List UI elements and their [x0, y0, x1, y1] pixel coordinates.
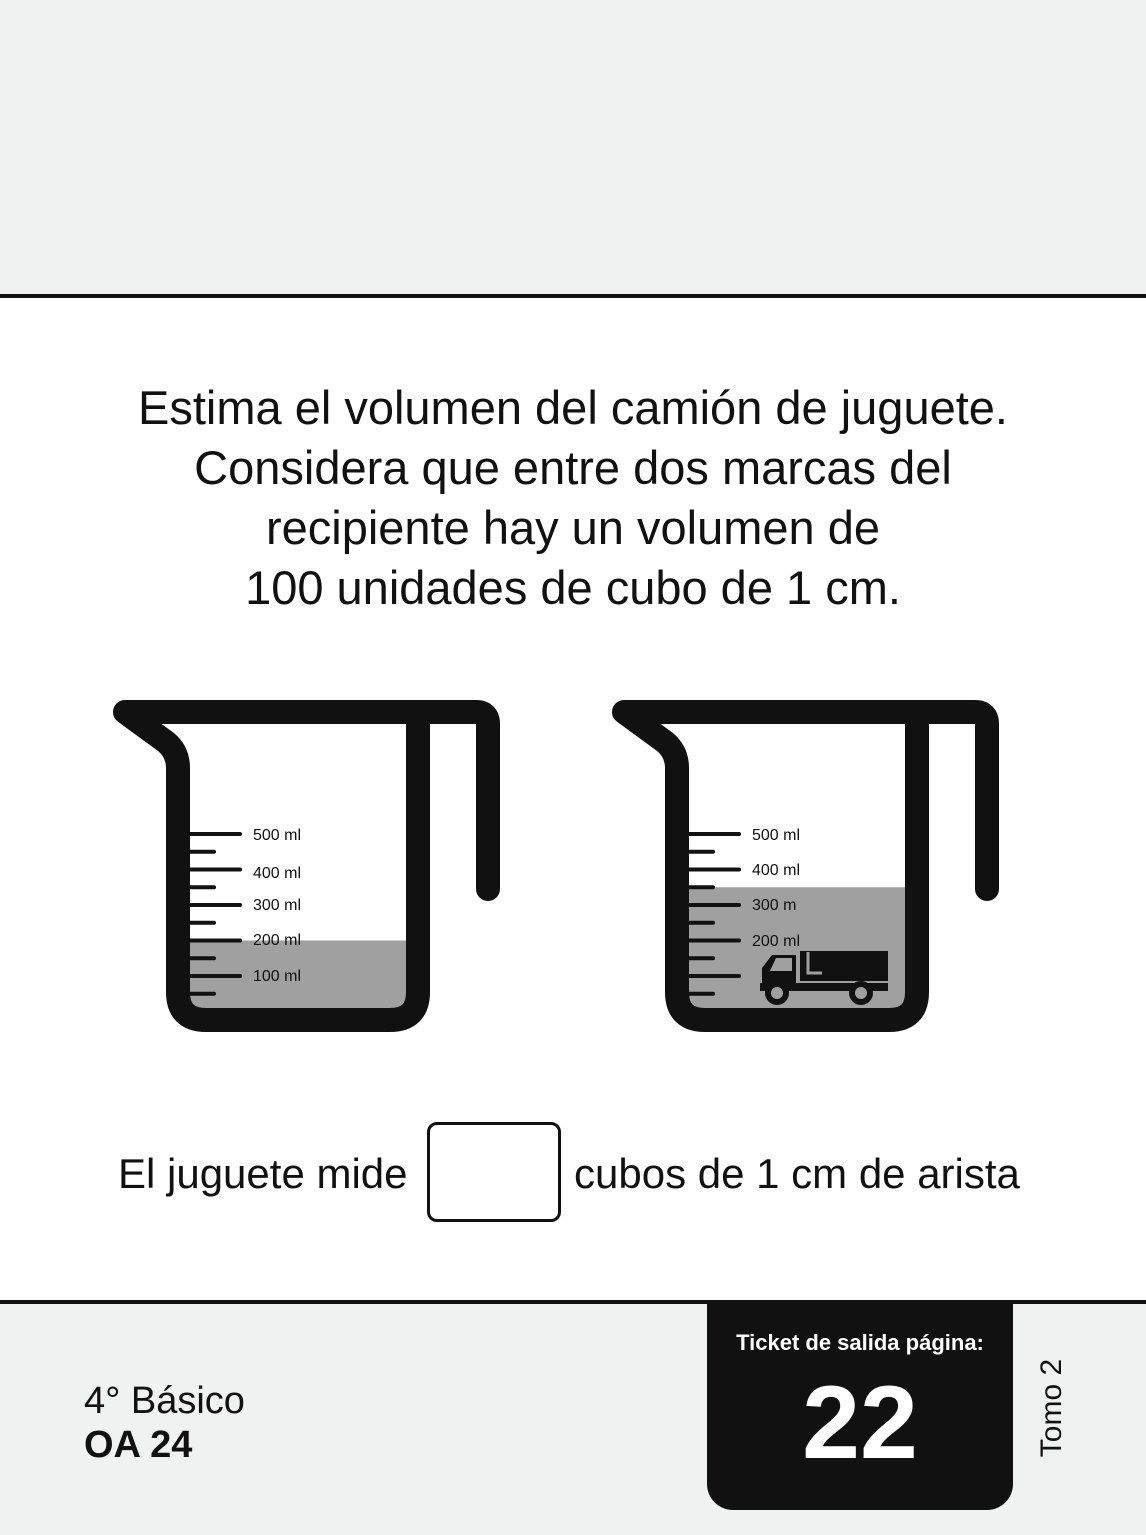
ticket-badge — [707, 1302, 1013, 1510]
question-line-1: Estima el volumen del camión de juguete. — [138, 381, 1008, 434]
grade-label: 4° Básico — [84, 1380, 245, 1422]
tomo-label: Tomo 2 — [1035, 1358, 1068, 1458]
question-text — [40, 378, 1106, 618]
ticket-label: Ticket de salida página: — [736, 1330, 984, 1355]
question-line-3: recipiente hay un volumen de — [265, 501, 880, 554]
jug-1-mark-300: 300 ml — [253, 897, 302, 914]
jug-1-mark-500: 500 ml — [253, 827, 302, 844]
ticket-page-number: 22 — [802, 1365, 918, 1481]
jug-1-mark-400: 400 ml — [253, 865, 302, 882]
objective-label: OA 24 — [84, 1424, 193, 1466]
measuring-jug-2 — [624, 712, 987, 1020]
jug-1-mark-100: 100 ml — [253, 968, 302, 985]
top-divider — [0, 294, 1146, 298]
measuring-jug-1 — [125, 712, 488, 1020]
jug-2-mark-500: 500 ml — [752, 827, 801, 844]
jug-1-mark-200: 200 ml — [253, 932, 302, 949]
jug-2-mark-400: 400 ml — [752, 862, 801, 879]
jug-2-mark-200: 200 ml — [752, 933, 801, 950]
question-line-2: Considera que entre dos marcas del — [194, 441, 952, 494]
measuring-jugs-figure — [0, 690, 1146, 1050]
top-band — [0, 0, 1146, 296]
answer-prefix: El juguete mide — [118, 1150, 408, 1197]
question-line-4: 100 unidades de cubo de 1 cm. — [245, 561, 901, 614]
answer-suffix: cubos de 1 cm de arista — [574, 1150, 1020, 1197]
jug-2-mark-300: 300 m — [752, 897, 797, 914]
answer-input-box[interactable] — [427, 1122, 561, 1222]
answer-row — [0, 1120, 1146, 1222]
measuring-jugs-svg — [0, 690, 1146, 1050]
